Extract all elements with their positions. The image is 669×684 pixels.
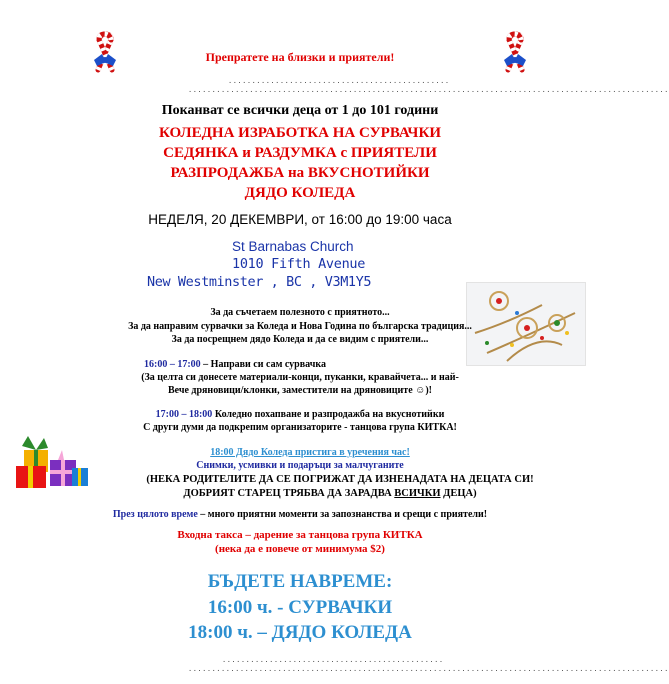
title-line-2: СЕДЯНКА и РАЗДУМКА с ПРИЯТЕЛИ xyxy=(163,145,437,161)
separator-bottom-short: ............................................... xyxy=(222,656,444,664)
title-line-4: ДЯДО КОЛЕДА xyxy=(244,185,356,201)
block2-line-2: С други думи да подкрепим организаторите - танцова група КИТКА! xyxy=(143,422,457,433)
fee-line-1: Входна такса – дарение за танцова група КИТКА xyxy=(177,529,423,541)
purpose-line-3: За да посрещнем дядо Коледа и да се видим с приятели... xyxy=(171,334,429,345)
purpose-line-1: За да съчетаем полезното с приятното... xyxy=(210,307,390,318)
banner-line-2: 16:00 ч. - СУРВАЧКИ xyxy=(207,597,393,618)
block2-time: 17:00 – 18:00 xyxy=(155,409,213,420)
separator-short: ............................................... xyxy=(228,77,450,85)
block2-title xyxy=(0,409,600,420)
date-line: НЕДЕЛЯ, 20 ДЕКЕМВРИ, от 16:00 до 19:00 часа xyxy=(148,212,452,227)
block3-line-2: Снимки, усмивки и подаръци за малчуганите xyxy=(196,460,404,471)
block1-title-text: – Направи си сам сурвачка xyxy=(200,359,326,370)
title-line-1: КОЛЕДНА ИЗРАБОТКА НА СУРВАЧКИ xyxy=(158,125,441,141)
separator-long: ...................................................................................................... xyxy=(188,86,669,94)
whole-time-text: – много приятни моменти за запознанства и срещи с приятели! xyxy=(197,509,488,520)
block1-time: 16:00 – 17:00 xyxy=(144,359,201,370)
address-line-1: St Barnabas Church xyxy=(232,239,354,254)
block2-title-text: Коледно похапване и разпродажба на вкуснотийки xyxy=(212,409,445,420)
santa-arrival: 18:00 Дядо Коледа пристига в уречения час! xyxy=(210,447,410,458)
banner-line-1: БЪДЕТЕ НАВРЕМЕ: xyxy=(207,571,393,592)
tagline: Препратете на близки и приятели! xyxy=(205,50,395,64)
separator-bottom-long: ...................................................................................................... xyxy=(188,665,669,673)
block3-line-4b: ВСИЧКИ xyxy=(394,488,441,499)
banner-line-3: 18:00 ч. – ДЯДО КОЛЕДА xyxy=(188,622,412,643)
block3-line-4 xyxy=(30,488,630,499)
title-line-3: РАЗПРОДАЖБА на ВКУСНОТИЙКИ xyxy=(170,165,430,181)
fee-line-2: (нека да е повече от минимума $2) xyxy=(215,543,385,555)
block1-line-2: (За целта си донесете материали-конци, пуканки, кравайчета... и най- xyxy=(141,372,459,383)
purpose-line-2: За да направим сурвачки за Коледа и Нова Година по българска традиция... xyxy=(128,321,472,332)
address-line-3: New Westminster , BC , V3M1Y5 xyxy=(147,274,372,290)
block1-line-3: Вече дряновици/клонки, заместители на дряновиците ☺)! xyxy=(167,385,433,396)
block1-title xyxy=(144,359,326,370)
address-line-2: 1010 Fifth Avenue xyxy=(232,256,366,272)
whole-time-line xyxy=(0,509,600,520)
block3-line-3: (НЕКА РОДИТЕЛИТЕ ДА СЕ ПОГРИЖАТ ДА ИЗНЕНАДАТА НА ДЕЦАТА СИ! xyxy=(146,474,534,485)
block3-line-4a: ДОБРИЯТ СТАРЕЦ ТРЯБВА ДА ЗАРАДВА xyxy=(183,488,395,499)
invite-line: Поканват се всички деца от 1 до 101 години xyxy=(161,103,439,118)
block3-line-4c: ДЕЦА) xyxy=(440,488,477,499)
whole-time-label: През цялото време xyxy=(112,509,198,520)
